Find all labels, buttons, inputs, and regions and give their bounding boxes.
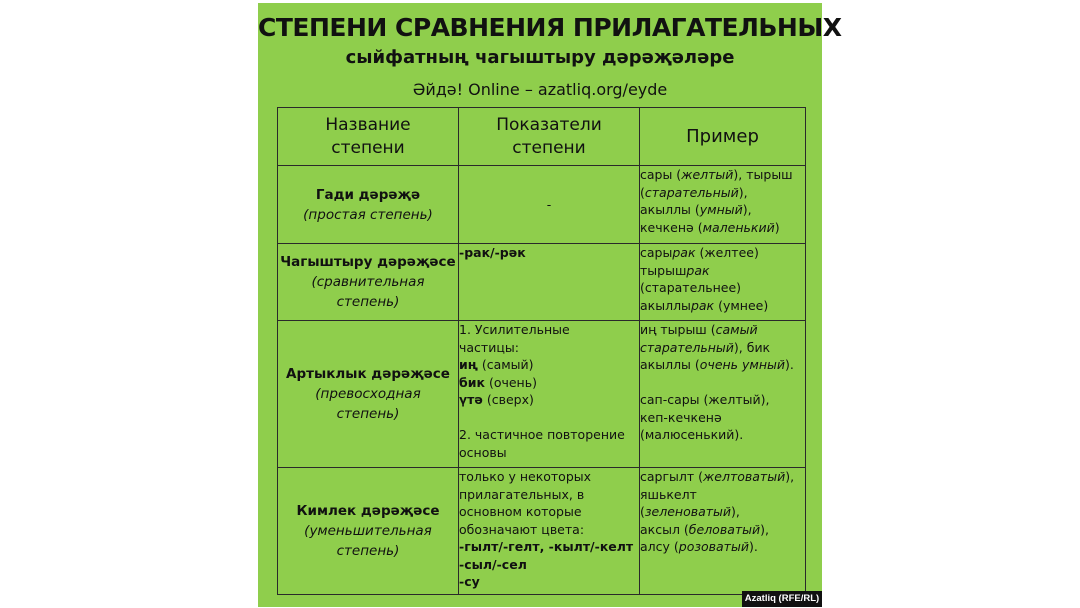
example-line: тырышрак xyxy=(640,262,710,278)
header-example: Пример xyxy=(640,108,806,166)
indicator-line: обозначают цвета: xyxy=(459,521,585,537)
indicator-line: частицы: xyxy=(459,339,519,355)
indicator-line: прилагательных, в xyxy=(459,486,585,502)
indicator-line: основном которые xyxy=(459,504,582,519)
poster xyxy=(258,3,842,607)
example-line: сарырак (желтее) xyxy=(640,245,759,260)
table-row xyxy=(278,166,806,244)
example-line: старательный), бик xyxy=(640,339,771,355)
credit-badge: Azatliq (RFE/RL) xyxy=(742,591,822,607)
degrees-table xyxy=(277,107,806,595)
row-ind-positive: - xyxy=(459,166,640,244)
indicator-line: үтә (сверх) xyxy=(459,392,534,407)
indicator-line: иң (самый) xyxy=(459,357,534,372)
example-line: яшькелт xyxy=(640,486,697,502)
poster-title: СТЕПЕНИ СРАВНЕНИЯ ПРИЛАГАТЕЛЬНЫХ xyxy=(258,13,842,42)
example-line: акыллы (очень умный). xyxy=(640,357,794,372)
table-row xyxy=(278,321,806,468)
poster-subtitle: сыйфатның чагыштыру дәрәҗәләре xyxy=(345,47,735,68)
indicator-line: основы xyxy=(459,444,507,460)
degree-note: (сравнительная xyxy=(311,274,425,290)
example-line: саргылт (желтоватый), xyxy=(640,469,795,484)
degree-note: (уменьшительная xyxy=(304,523,432,539)
row-ind-comparative xyxy=(459,244,640,321)
example-line: (малюсенький). xyxy=(640,427,744,442)
degree-note: (превосходная xyxy=(315,386,421,402)
degree-note: степень) xyxy=(336,294,400,310)
header-name-line2: степени xyxy=(331,137,405,158)
row-name-superlative xyxy=(278,321,459,468)
example-line: (зеленоватый), xyxy=(640,504,740,519)
indicator-line: бик (очень) xyxy=(459,374,537,390)
degree-name: Чагыштыру дәрәҗәсе xyxy=(280,254,456,270)
row-ex-positive xyxy=(640,166,806,244)
example-line: сап-сары (желтый), xyxy=(640,392,770,407)
example-line: сары (желтый), тырыш xyxy=(640,167,793,182)
table-row xyxy=(278,244,806,321)
indicator-line: 2. частичное повторение xyxy=(459,427,625,442)
header-name xyxy=(278,108,459,166)
indicator-line: 1. Усилительные xyxy=(459,322,570,337)
row-ex-comparative xyxy=(640,244,806,321)
example-line: иң тырыш (самый xyxy=(640,322,758,337)
row-name-positive xyxy=(278,166,459,244)
degree-name: Артыклык дәрәҗәсе xyxy=(286,366,450,382)
header-name-line1: Название xyxy=(325,114,411,135)
degree-name: Кимлек дәрәҗәсе xyxy=(296,503,440,519)
degree-name: Гади дәрәҗә xyxy=(315,186,421,203)
row-ind-diminutive xyxy=(459,468,640,595)
row-ind-superlative xyxy=(459,321,640,468)
row-ex-superlative xyxy=(640,321,806,468)
suffix: -сыл/-сел xyxy=(459,556,527,572)
row-ex-diminutive xyxy=(640,468,806,595)
example-line: акыллы (умный), xyxy=(640,202,752,217)
header-ind-line2: степени xyxy=(512,137,586,158)
example-line: (старательный), xyxy=(640,184,748,200)
example-line: алсу (розоватый). xyxy=(640,539,758,554)
example-line: аксыл (беловатый), xyxy=(640,521,769,537)
suffix: -су xyxy=(459,574,480,589)
degree-note: степень) xyxy=(336,406,400,422)
example-line: кечкенә (маленький) xyxy=(640,219,780,235)
header-indicators xyxy=(459,108,640,166)
example-line: кеп-кечкенә xyxy=(640,409,722,425)
indicator-line: только у некоторых xyxy=(459,469,592,484)
degree-note: (простая степень) xyxy=(303,206,433,223)
table-row xyxy=(278,468,806,595)
table-header-row xyxy=(278,108,806,166)
row-name-comparative xyxy=(278,244,459,321)
header-ind-line1: Показатели xyxy=(496,114,602,135)
row-name-diminutive xyxy=(278,468,459,595)
suffix: -гылт/-гелт, -кылт/-келт xyxy=(459,539,634,554)
poster-site: Әйдә! Online – azatliq.org/eyde xyxy=(412,80,668,99)
example-line: акыллырак (умнее) xyxy=(640,297,769,313)
suffix: -рак/-рәк xyxy=(459,245,526,260)
degree-note: степень) xyxy=(336,543,400,559)
example-line: (старательнее) xyxy=(640,280,742,295)
